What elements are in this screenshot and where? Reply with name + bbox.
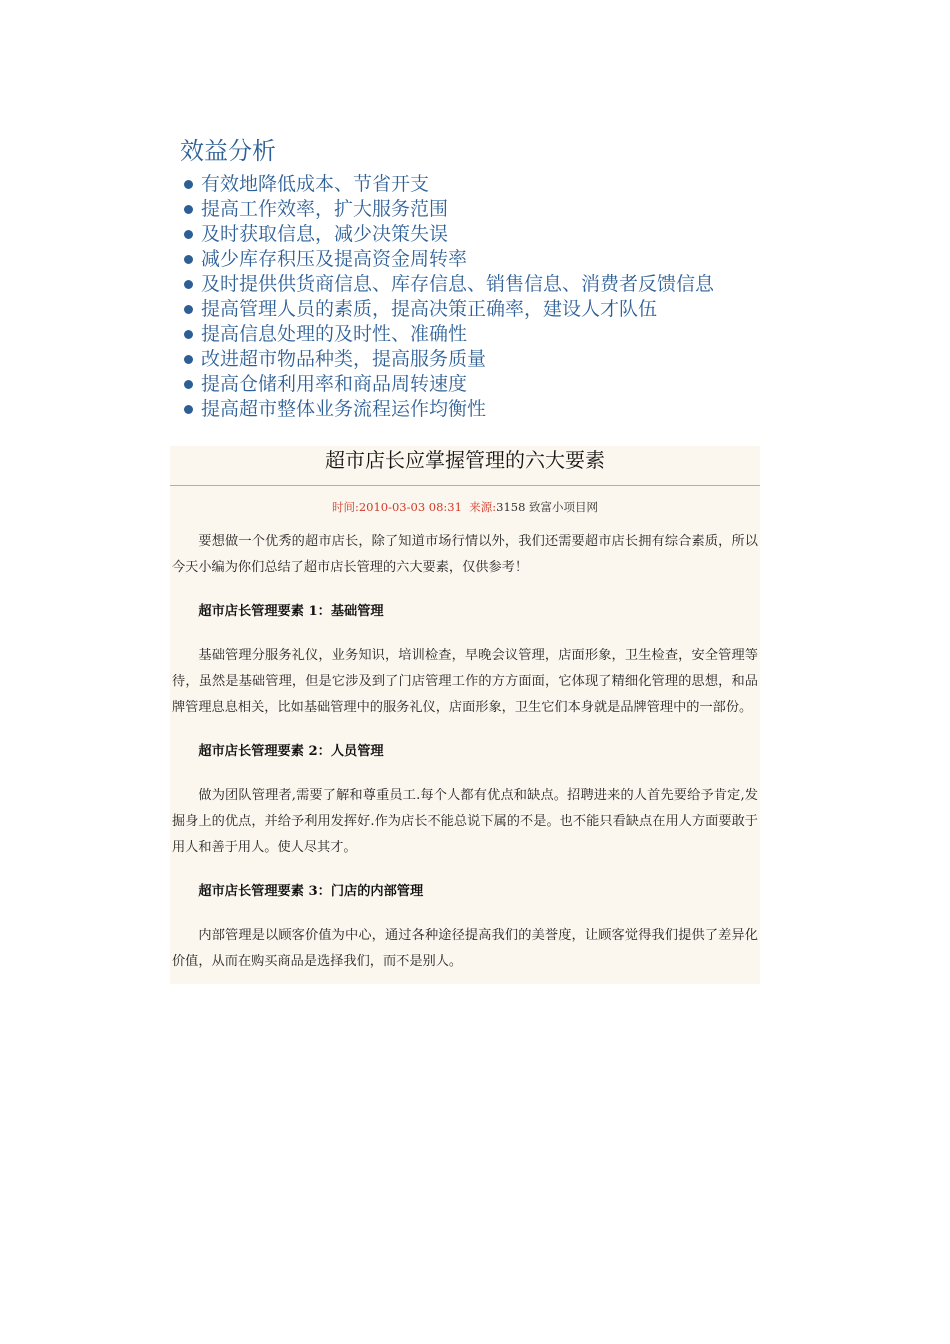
benefit-item-text: 提高管理人员的素质，提高决策正确率，建设人才队伍 (201, 298, 658, 320)
benefit-item-text: 提高信息处理的及时性、准确性 (201, 323, 468, 345)
section-text: 内部管理是以顾客价值为中心，通过各种途径提高我们的美誉度，让顾客觉得我们提供了差异化价值，从而在购买商品是选择我们，而不是别人。 (172, 928, 758, 969)
benefit-item (180, 247, 780, 272)
article-intro: 要想做一个优秀的超市店长，除了知道市场行情以外，我们还需要超市店长拥有综合素质，所以今天小编为你们总结了超市店长管理的六大要素，仅供参考！ (172, 534, 758, 575)
source-label: 来源: (469, 500, 497, 514)
section-heading: 超市店长管理要素 2：人员管理 (198, 744, 384, 759)
benefit-title: 效益分析 (180, 137, 276, 165)
bullet-icon (184, 380, 193, 389)
bullet-icon (184, 405, 193, 414)
benefit-analysis-section (180, 134, 780, 422)
benefit-item-text: 减少库存积压及提高资金周转率 (201, 248, 468, 270)
benefit-item (180, 322, 780, 347)
benefit-item (180, 397, 780, 422)
benefit-list (180, 172, 780, 422)
source-value: 3158 致富小项目网 (496, 500, 599, 514)
bullet-icon (184, 205, 193, 214)
benefit-item (180, 222, 780, 247)
article-card (170, 446, 760, 984)
benefit-item (180, 272, 780, 297)
benefit-item-text: 提高超市整体业务流程运作均衡性 (201, 398, 487, 420)
section-text: 基础管理分服务礼仪，业务知识，培训检查，早晚会议管理，店面形象，卫生检查，安全管理等待，虽然是基础管理，但是它涉及到了门店管理工作的方方面面，它体现了精细化管理的思想，和品牌管理息息相关，比如基础管理中的服务礼仪，店面形象，卫生它们本身就是品牌管理中的一部份。 (172, 648, 758, 715)
article-meta (170, 499, 760, 515)
benefit-item-text: 及时提供供货商信息、库存信息、销售信息、消费者反馈信息 (201, 273, 715, 295)
benefit-item (180, 347, 780, 372)
benefit-item-text: 有效地降低成本、节省开支 (201, 173, 430, 195)
benefit-item (180, 372, 780, 397)
bullet-icon (184, 280, 193, 289)
time-label: 时间: (331, 500, 359, 514)
bullet-icon (184, 255, 193, 264)
benefit-item-text: 提高工作效率，扩大服务范围 (201, 198, 449, 220)
article-body (170, 529, 760, 975)
section-heading: 超市店长管理要素 1：基础管理 (198, 604, 384, 619)
bullet-icon (184, 305, 193, 314)
benefit-item (180, 172, 780, 197)
benefit-item-text: 及时获取信息，减少决策失误 (201, 223, 449, 245)
bullet-icon (184, 355, 193, 364)
bullet-icon (184, 180, 193, 189)
section-heading: 超市店长管理要素 3：门店的内部管理 (198, 884, 424, 899)
bullet-icon (184, 230, 193, 239)
benefit-item-text: 提高仓储利用率和商品周转速度 (201, 373, 468, 395)
benefit-item (180, 297, 780, 322)
bullet-icon (184, 330, 193, 339)
time-value: 2010-03-03 08:31 (358, 500, 462, 514)
section-text: 做为团队管理者,需要了解和尊重员工.每个人都有优点和缺点。招聘进来的人首先要给予肯定,发掘身上的优点，并给予利用发挥好.作为店长不能总说下属的不是。也不能只看缺点在用人方面要敢于用人和善于用人。使人尽其才。 (172, 788, 758, 855)
article-title: 超市店长应掌握管理的六大要素 (170, 446, 760, 486)
benefit-item (180, 197, 780, 222)
benefit-item-text: 改进超市物品种类，提高服务质量 (201, 348, 487, 370)
